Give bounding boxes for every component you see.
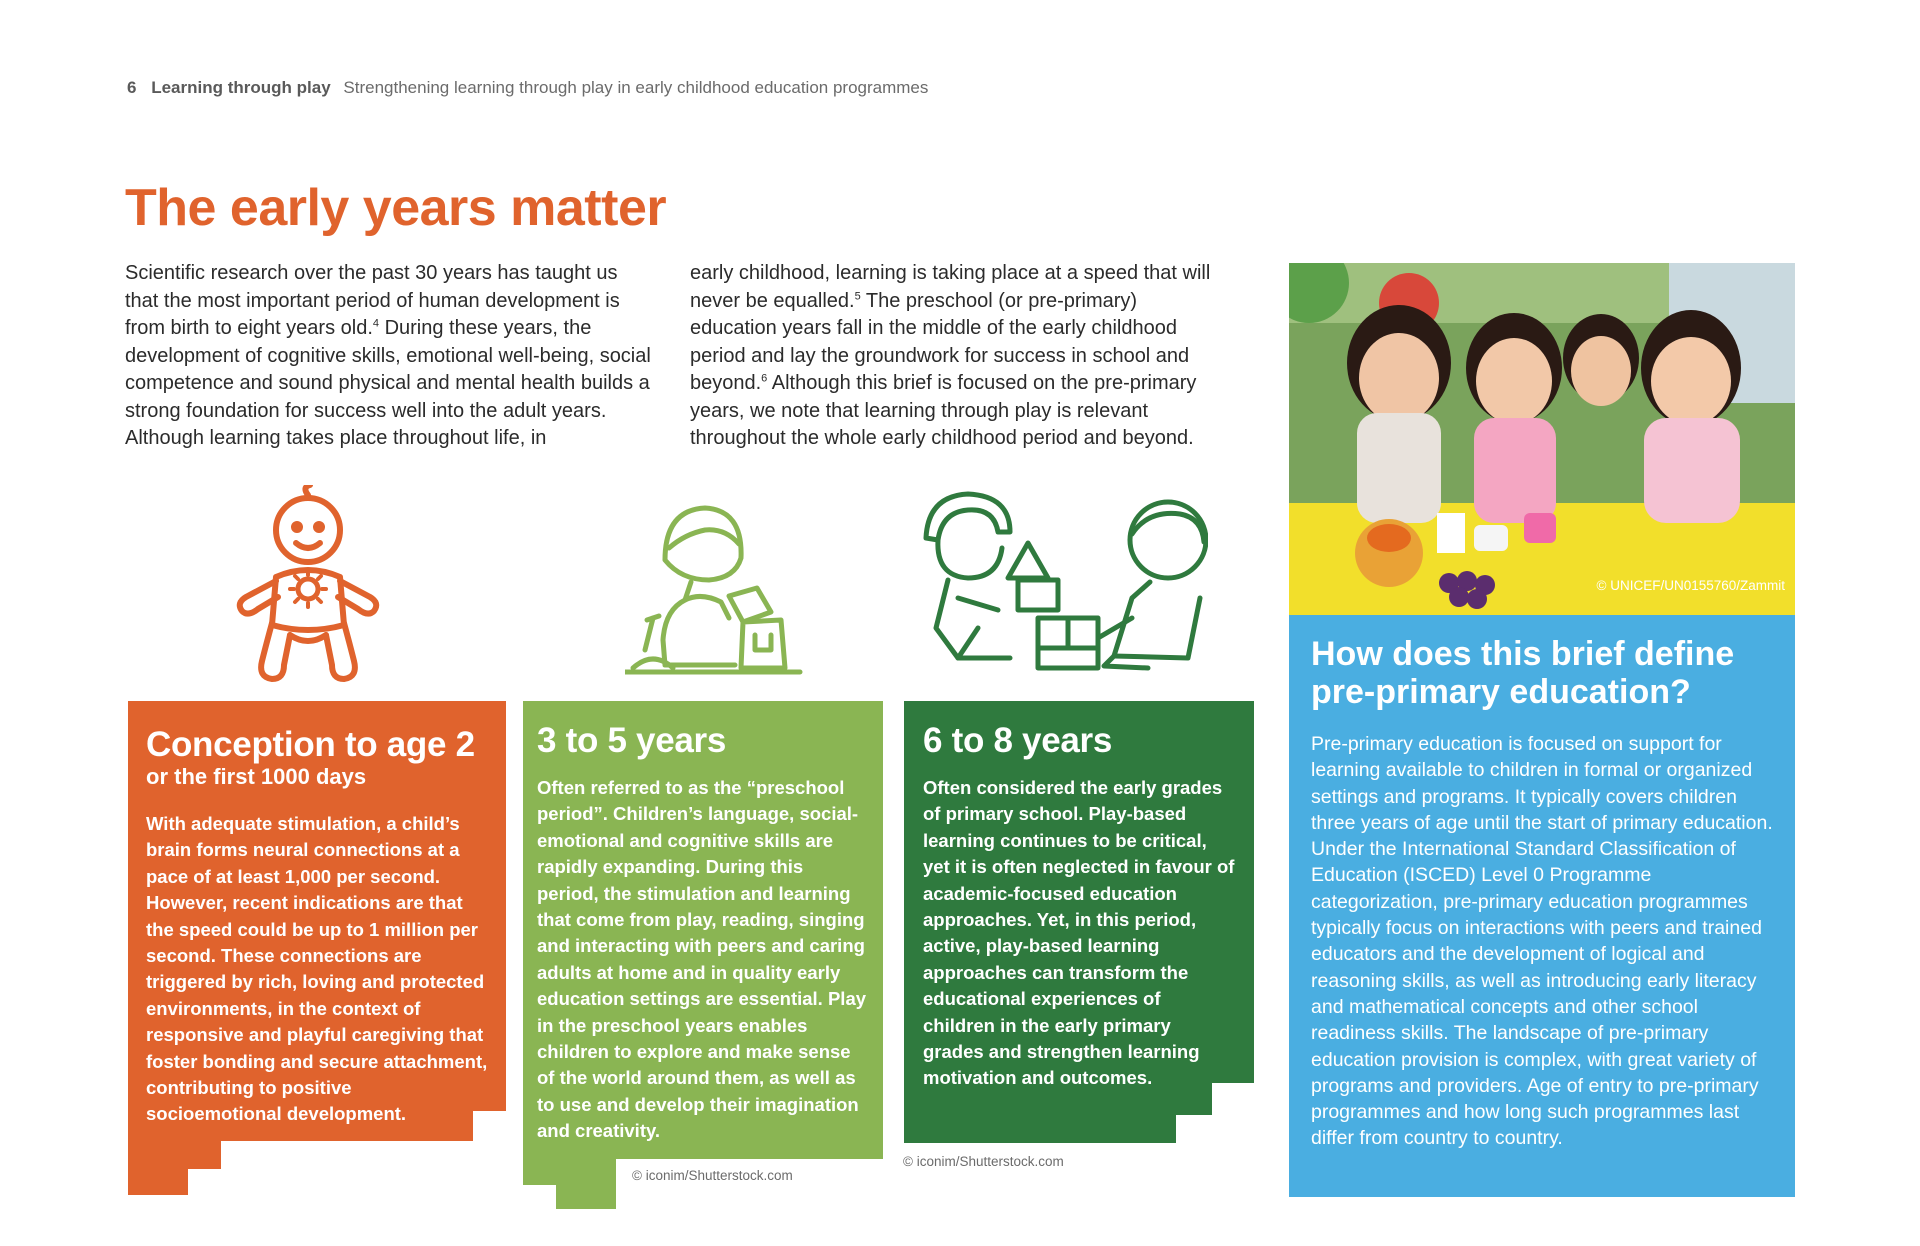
intro-right-part-3: Although this brief is focused on the pre-primary years, we note that learning through play is relevant throughout the whole early childhood period and beyond. xyxy=(690,372,1197,449)
info-panel-pre-primary-definition xyxy=(1289,615,1795,1197)
running-header xyxy=(127,78,928,98)
child-building-sandcastle-icon xyxy=(625,500,805,680)
box-decorative-step xyxy=(904,1115,1176,1143)
stage-box-6-to-8-years xyxy=(904,701,1254,1143)
children-photo xyxy=(1289,263,1795,615)
box-decorative-step xyxy=(128,1141,221,1169)
page-title: The early years matter xyxy=(125,179,667,237)
illustration-credit: © iconim/Shutterstock.com xyxy=(903,1154,1064,1169)
stage-title: 3 to 5 years xyxy=(537,721,727,760)
intro-paragraph-right xyxy=(690,260,1225,453)
footnote-ref-5: 5 xyxy=(854,289,861,302)
stage-box-body xyxy=(904,701,1254,1089)
stage-text: Often considered the early grades of primary school. Play-based learning continues to be critical, yet it is often neglected in favour of academic-focused education approaches. Yet, in this period, active, play-based learning approaches can transform the educational experiences of children in the early primary grades and strengthen learning motivation and outcomes. xyxy=(923,777,1235,1089)
illustration-credit: © iconim/Shutterstock.com xyxy=(632,1168,793,1183)
children-playing-blocks-icon xyxy=(918,488,1208,678)
photo-credit: © UNICEF/UN0155760/Zammit xyxy=(1596,578,1785,593)
stage-text: With adequate stimulation, a child’s brain forms neural connections at a pace of at least 1,000 per second. However, recent indications are that the speed could be up to 1 million per second. These connections are triggered by rich, loving and protected environments, in the context of responsive and playful caregiving that foster bonding and secure attachment, contributing to positive socioemotional development. xyxy=(146,813,488,1125)
page-number: 6 xyxy=(127,78,137,97)
photo-illustration xyxy=(1289,263,1795,615)
box-decorative-step xyxy=(128,1169,188,1195)
stage-box-3-to-5-years xyxy=(523,701,883,1209)
stage-box-body xyxy=(128,701,506,1125)
info-panel-title: How does this brief define pre-primary education? xyxy=(1311,635,1735,711)
intro-left-part-1: Scientific research over the past 30 years has taught us that the most important period of human development is from birth to eight years old. xyxy=(125,262,620,339)
intro-right-part-2: The preschool (or pre-primary) education years fall in the middle of the early childhood period and lay the groundwork for success in school and beyond. xyxy=(690,289,1190,394)
footnote-ref-6: 6 xyxy=(761,372,768,385)
intro-paragraph-left xyxy=(125,260,655,453)
stage-text: Often referred to as the “preschool period”. Children’s language, social-emotional and cognitive skills are rapidly expanding. During this period, the stimulation and learning that come from play, reading, singing and interacting with peers and caring adults at home and in quality early education settings are essential. Play in the preschool years enables children to explore and make sense of the world around them, as well as to use and develop their imagination and creativity. xyxy=(537,777,867,1142)
stage-box-body xyxy=(523,701,883,1159)
intro-left-part-2: During these years, the development of cognitive skills, emotional well-being, social competence and sound physical and mental health builds a strong foundation for success well into the adult years. Although learning takes place throughout life, in xyxy=(125,317,651,449)
intro-right-part-1: early childhood, learning is taking place at a speed that will never be equalled. xyxy=(690,262,1211,312)
stage-subtitle: or the first 1000 days xyxy=(146,764,367,789)
stage-box-conception-to-age-2 xyxy=(128,701,506,1195)
box-decorative-step xyxy=(556,1185,616,1209)
info-panel-text: Pre-primary education is focused on support for learning available to children in formal or organized settings and programs. It typically covers children three years of age until the start of primary education. Under the International Standard Classification of Education (ISCED) Level 0 Programme categorization, pre-primary education programmes typically focus on interactions with peers and trained educators and the development of logical and reasoning skills, as well as introducing early literacy and mathematical concepts and other school readiness skills. The landscape of pre-primary education provision is complex, with great variety of programs and providers. Age of entry to pre-primary programmes and how long such programmes last differ from country to country. xyxy=(1311,733,1773,1150)
box-decorative-step xyxy=(523,1159,616,1185)
stage-title: 6 to 8 years xyxy=(923,721,1113,760)
baby-icon xyxy=(228,485,388,685)
publication-title: Learning through play xyxy=(151,78,331,97)
stage-title: Conception to age 2 xyxy=(146,725,475,764)
publication-subtitle: Strengthening learning through play in early childhood education programmes xyxy=(343,78,929,97)
footnote-ref-4: 4 xyxy=(372,317,380,330)
